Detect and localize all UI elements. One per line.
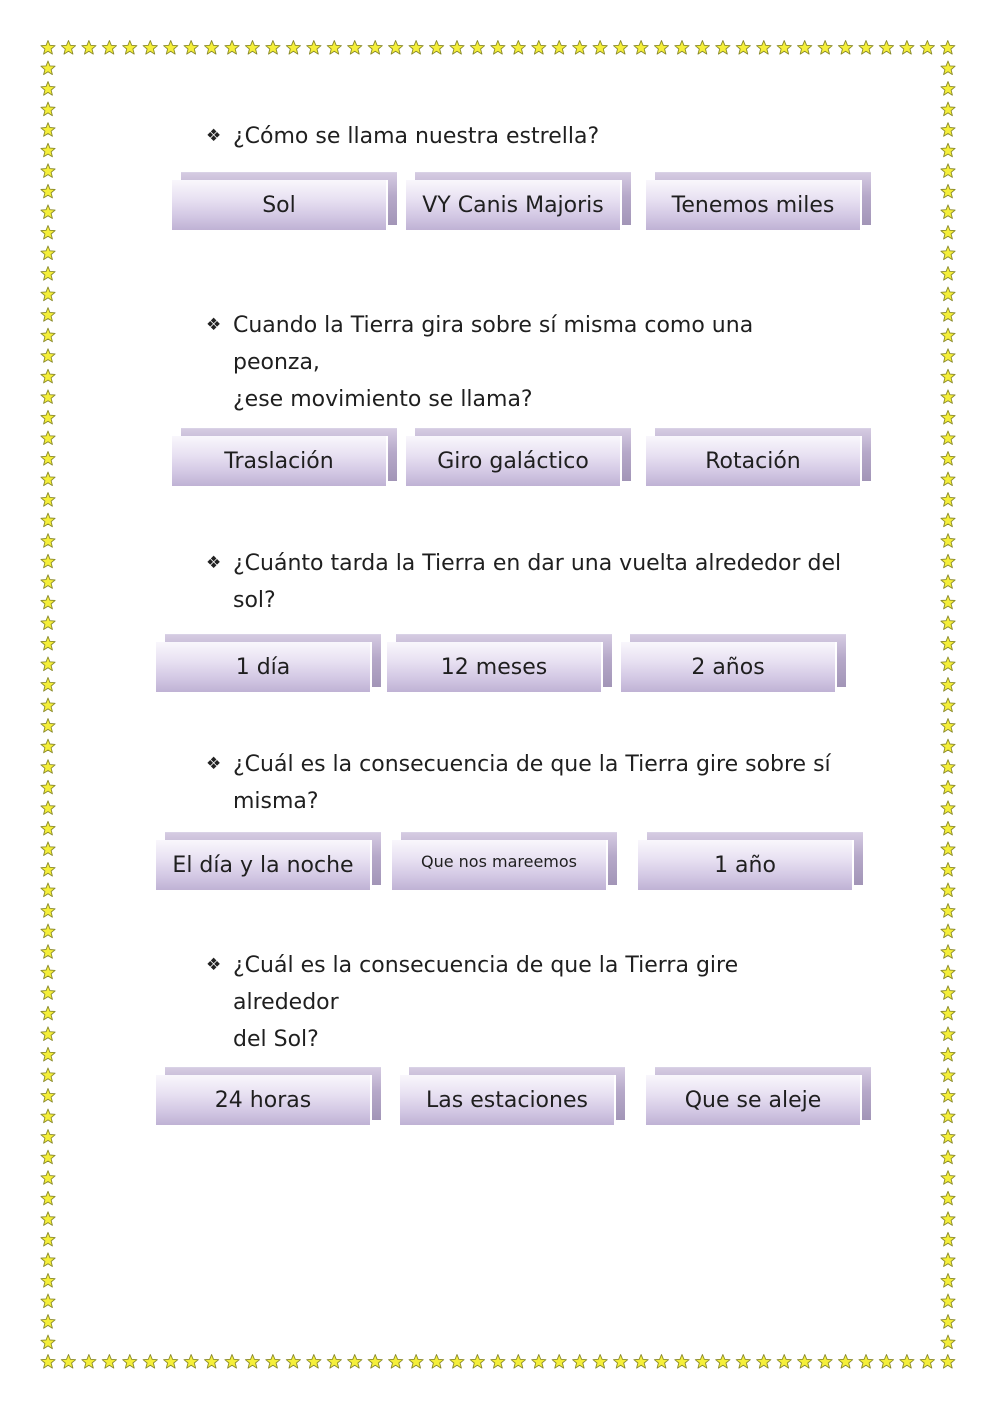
star-icon <box>184 1355 198 1369</box>
star-icon <box>941 390 955 404</box>
star-icon <box>41 472 55 486</box>
star-icon <box>143 1355 157 1369</box>
star-icon <box>41 452 55 466</box>
star-icon <box>41 1150 55 1164</box>
star-icon <box>41 965 55 979</box>
star-icon <box>634 41 648 55</box>
option-rotacion[interactable] <box>646 436 862 488</box>
star-icon <box>859 1355 873 1369</box>
star-icon <box>41 678 55 692</box>
star-icon <box>573 1355 587 1369</box>
star-icon <box>41 842 55 856</box>
star-icon <box>41 986 55 1000</box>
star-icon <box>736 1355 750 1369</box>
star-icon <box>41 410 55 424</box>
option-vy-canis-majoris[interactable] <box>406 180 622 232</box>
star-icon <box>552 1355 566 1369</box>
star-icon <box>941 267 955 281</box>
question-1-line-1: ¿Cómo se llama nuestra estrella? <box>233 124 600 149</box>
star-icon <box>593 1355 607 1369</box>
star-icon <box>41 616 55 630</box>
option-giro-galactico[interactable] <box>406 436 622 488</box>
option-que-se-aleje[interactable] <box>646 1075 862 1127</box>
star-icon <box>389 41 403 55</box>
question-5-line-1: ¿Cuál es la consecuencia de que la Tierra gire alrededor <box>233 953 739 1015</box>
diamond-bullet-icon: ❖ <box>206 553 222 573</box>
star-icon <box>225 1355 239 1369</box>
option-label: 2 años <box>621 642 837 694</box>
option-label: El día y la noche <box>156 840 372 892</box>
star-icon <box>102 1355 116 1369</box>
star-icon <box>941 636 955 650</box>
option-label: VY Canis Majoris <box>406 180 622 232</box>
diamond-bullet-icon: ❖ <box>206 754 222 774</box>
star-icon <box>879 1355 893 1369</box>
star-icon <box>41 226 55 240</box>
star-icon <box>41 719 55 733</box>
option-12-meses[interactable] <box>387 642 603 694</box>
option-label: Que nos mareemos <box>392 840 608 892</box>
star-icon <box>245 1355 259 1369</box>
star-icon <box>266 41 280 55</box>
option-label: 24 horas <box>156 1075 372 1127</box>
star-icon <box>41 123 55 137</box>
star-icon <box>41 369 55 383</box>
star-icon <box>941 61 955 75</box>
option-24-horas[interactable] <box>156 1075 372 1127</box>
option-sol[interactable] <box>172 180 388 232</box>
star-icon <box>941 143 955 157</box>
option-tenemos-miles[interactable] <box>646 180 862 232</box>
star-icon <box>41 328 55 342</box>
star-icon <box>164 1355 178 1369</box>
star-icon <box>41 760 55 774</box>
option-label: Que se aleje <box>646 1075 862 1127</box>
star-icon <box>532 1355 546 1369</box>
star-icon <box>941 226 955 240</box>
star-icon <box>675 41 689 55</box>
star-icon <box>429 1355 443 1369</box>
star-icon <box>41 102 55 116</box>
star-icon <box>41 349 55 363</box>
star-icon <box>941 657 955 671</box>
star-icon <box>777 41 791 55</box>
star-icon <box>941 616 955 630</box>
star-icon <box>41 1232 55 1246</box>
option-label: Rotación <box>646 436 862 488</box>
star-icon <box>941 965 955 979</box>
star-icon <box>41 1274 55 1288</box>
star-icon <box>41 184 55 198</box>
star-icon <box>941 801 955 815</box>
star-icon <box>941 1274 955 1288</box>
star-icon <box>941 1212 955 1226</box>
star-icon <box>654 1355 668 1369</box>
star-icon <box>409 1355 423 1369</box>
star-icon <box>654 41 668 55</box>
star-icon <box>941 1253 955 1267</box>
star-icon <box>41 904 55 918</box>
star-icon <box>41 143 55 157</box>
star-icon <box>941 1315 955 1329</box>
star-icon <box>41 1335 55 1349</box>
star-icon <box>941 246 955 260</box>
star-icon <box>41 924 55 938</box>
star-icon <box>941 1006 955 1020</box>
star-icon <box>429 41 443 55</box>
option-label: Sol <box>172 180 388 232</box>
star-icon <box>41 431 55 445</box>
option-label: 1 año <box>638 840 854 892</box>
star-icon <box>82 1355 96 1369</box>
star-icon <box>941 1355 955 1369</box>
star-icon <box>941 739 955 753</box>
star-icon <box>941 1171 955 1185</box>
option-traslacion[interactable] <box>172 436 388 488</box>
star-icon <box>41 41 55 55</box>
star-icon <box>389 1355 403 1369</box>
star-icon <box>941 1068 955 1082</box>
star-icon <box>348 1355 362 1369</box>
star-icon <box>41 595 55 609</box>
star-icon <box>941 534 955 548</box>
star-icon <box>941 1130 955 1144</box>
question-4 <box>206 746 846 820</box>
question-4-line-1: ¿Cuál es la consecuencia de que la Tierra gire sobre sí <box>233 752 831 777</box>
star-icon <box>327 1355 341 1369</box>
option-que-nos-mareemos[interactable] <box>392 840 608 892</box>
option-label: 1 día <box>156 642 372 694</box>
star-icon <box>941 1109 955 1123</box>
option-las-estaciones[interactable] <box>400 1075 616 1127</box>
star-icon <box>41 1027 55 1041</box>
star-icon <box>941 472 955 486</box>
star-icon <box>41 1294 55 1308</box>
star-icon <box>286 41 300 55</box>
star-icon <box>941 1047 955 1061</box>
star-icon <box>266 1355 280 1369</box>
question-2-line-1: Cuando la Tierra gira sobre sí misma como una peonza, <box>233 313 754 375</box>
star-icon <box>41 1006 55 1020</box>
star-icon <box>941 575 955 589</box>
question-2 <box>206 307 846 418</box>
diamond-bullet-icon: ❖ <box>206 126 222 146</box>
star-icon <box>900 1355 914 1369</box>
star-icon <box>941 205 955 219</box>
star-icon <box>941 184 955 198</box>
star-icon <box>941 780 955 794</box>
star-icon <box>41 1171 55 1185</box>
star-icon <box>41 821 55 835</box>
star-icon <box>593 41 607 55</box>
star-icon <box>225 41 239 55</box>
question-1 <box>206 118 846 155</box>
star-icon <box>859 41 873 55</box>
star-icon <box>941 123 955 137</box>
star-icon <box>941 287 955 301</box>
star-icon <box>818 1355 832 1369</box>
star-icon <box>41 205 55 219</box>
star-icon <box>941 513 955 527</box>
star-icon <box>511 41 525 55</box>
star-icon <box>941 986 955 1000</box>
star-icon <box>41 554 55 568</box>
star-icon <box>941 595 955 609</box>
star-icon <box>61 41 75 55</box>
star-icon <box>695 41 709 55</box>
star-icon <box>941 369 955 383</box>
star-icon <box>41 287 55 301</box>
star-icon <box>941 1150 955 1164</box>
star-icon <box>941 719 955 733</box>
star-icon <box>41 739 55 753</box>
star-icon <box>920 41 934 55</box>
star-icon <box>307 41 321 55</box>
option-label: Traslación <box>172 436 388 488</box>
star-icon <box>716 41 730 55</box>
star-icon <box>614 41 628 55</box>
star-icon <box>41 390 55 404</box>
star-icon <box>941 842 955 856</box>
star-icon <box>41 61 55 75</box>
star-icon <box>245 41 259 55</box>
option-2-anos[interactable] <box>621 642 837 694</box>
star-icon <box>205 41 219 55</box>
option-el-dia-y-la-noche[interactable] <box>156 840 372 892</box>
star-icon <box>757 41 771 55</box>
question-2-line-2: ¿ese movimiento se llama? <box>233 387 533 412</box>
question-3-line-1: ¿Cuánto tarda la Tierra en dar una vuelta alrededor del <box>233 551 842 576</box>
star-icon <box>41 493 55 507</box>
star-icon <box>941 452 955 466</box>
star-icon <box>368 41 382 55</box>
star-icon <box>941 863 955 877</box>
option-label: Tenemos miles <box>646 180 862 232</box>
star-icon <box>941 883 955 897</box>
star-icon <box>941 554 955 568</box>
star-icon <box>41 1355 55 1369</box>
star-icon <box>286 1355 300 1369</box>
star-icon <box>102 41 116 55</box>
star-icon <box>41 534 55 548</box>
star-icon <box>41 945 55 959</box>
star-icon <box>941 821 955 835</box>
star-icon <box>941 308 955 322</box>
star-icon <box>41 1315 55 1329</box>
question-3 <box>206 545 846 619</box>
star-icon <box>573 41 587 55</box>
star-icon <box>941 760 955 774</box>
star-icon <box>368 1355 382 1369</box>
star-icon <box>818 41 832 55</box>
option-1-dia[interactable] <box>156 642 372 694</box>
option-label: 12 meses <box>387 642 603 694</box>
star-icon <box>123 1355 137 1369</box>
diamond-bullet-icon: ❖ <box>206 315 222 335</box>
star-icon <box>941 678 955 692</box>
star-icon <box>41 657 55 671</box>
star-icon <box>450 41 464 55</box>
star-icon <box>41 863 55 877</box>
star-icon <box>327 41 341 55</box>
star-icon <box>41 267 55 281</box>
star-icon <box>41 1212 55 1226</box>
star-icon <box>164 41 178 55</box>
star-icon <box>41 1089 55 1103</box>
star-icon <box>941 102 955 116</box>
star-icon <box>532 41 546 55</box>
diamond-bullet-icon: ❖ <box>206 955 222 975</box>
star-icon <box>470 41 484 55</box>
star-icon <box>941 924 955 938</box>
star-icon <box>900 41 914 55</box>
star-icon <box>470 1355 484 1369</box>
star-icon <box>941 82 955 96</box>
star-icon <box>879 41 893 55</box>
star-icon <box>838 41 852 55</box>
star-icon <box>184 41 198 55</box>
star-icon <box>41 1068 55 1082</box>
star-icon <box>838 1355 852 1369</box>
star-icon <box>716 1355 730 1369</box>
star-icon <box>409 41 423 55</box>
star-icon <box>941 349 955 363</box>
question-4-line-2: misma? <box>233 789 319 814</box>
star-icon <box>736 41 750 55</box>
star-icon <box>491 1355 505 1369</box>
question-3-line-2: sol? <box>233 588 276 613</box>
star-icon <box>41 575 55 589</box>
star-icon <box>941 410 955 424</box>
star-icon <box>82 41 96 55</box>
star-icon <box>941 328 955 342</box>
star-icon <box>757 1355 771 1369</box>
star-icon <box>41 698 55 712</box>
star-icon <box>41 513 55 527</box>
star-icon <box>307 1355 321 1369</box>
star-icon <box>41 1253 55 1267</box>
option-1-ano[interactable] <box>638 840 854 892</box>
star-icon <box>41 1109 55 1123</box>
star-icon <box>511 1355 525 1369</box>
star-icon <box>143 41 157 55</box>
question-5 <box>206 947 846 1058</box>
star-icon <box>941 164 955 178</box>
star-icon <box>41 883 55 897</box>
star-icon <box>777 1355 791 1369</box>
star-icon <box>798 1355 812 1369</box>
star-icon <box>941 1027 955 1041</box>
star-icon <box>798 41 812 55</box>
star-icon <box>941 41 955 55</box>
star-icon <box>41 1047 55 1061</box>
star-icon <box>205 1355 219 1369</box>
option-label: Giro galáctico <box>406 436 622 488</box>
star-icon <box>491 41 505 55</box>
star-icon <box>41 246 55 260</box>
star-icon <box>941 493 955 507</box>
star-icon <box>41 1130 55 1144</box>
star-icon <box>552 41 566 55</box>
star-icon <box>941 945 955 959</box>
star-icon <box>41 636 55 650</box>
star-icon <box>941 1335 955 1349</box>
star-icon <box>941 1191 955 1205</box>
star-icon <box>941 1089 955 1103</box>
star-icon <box>941 1232 955 1246</box>
star-icon <box>41 308 55 322</box>
star-icon <box>41 780 55 794</box>
star-icon <box>450 1355 464 1369</box>
star-icon <box>920 1355 934 1369</box>
star-icon <box>614 1355 628 1369</box>
star-icon <box>61 1355 75 1369</box>
question-5-line-2: del Sol? <box>233 1027 319 1052</box>
star-icon <box>41 801 55 815</box>
star-icon <box>123 41 137 55</box>
star-icon <box>675 1355 689 1369</box>
option-label: Las estaciones <box>400 1075 616 1127</box>
star-icon <box>41 82 55 96</box>
star-icon <box>941 1294 955 1308</box>
star-icon <box>695 1355 709 1369</box>
star-icon <box>348 41 362 55</box>
star-icon <box>41 1191 55 1205</box>
star-icon <box>634 1355 648 1369</box>
star-icon <box>941 698 955 712</box>
star-icon <box>941 431 955 445</box>
star-icon <box>41 164 55 178</box>
star-icon <box>941 904 955 918</box>
